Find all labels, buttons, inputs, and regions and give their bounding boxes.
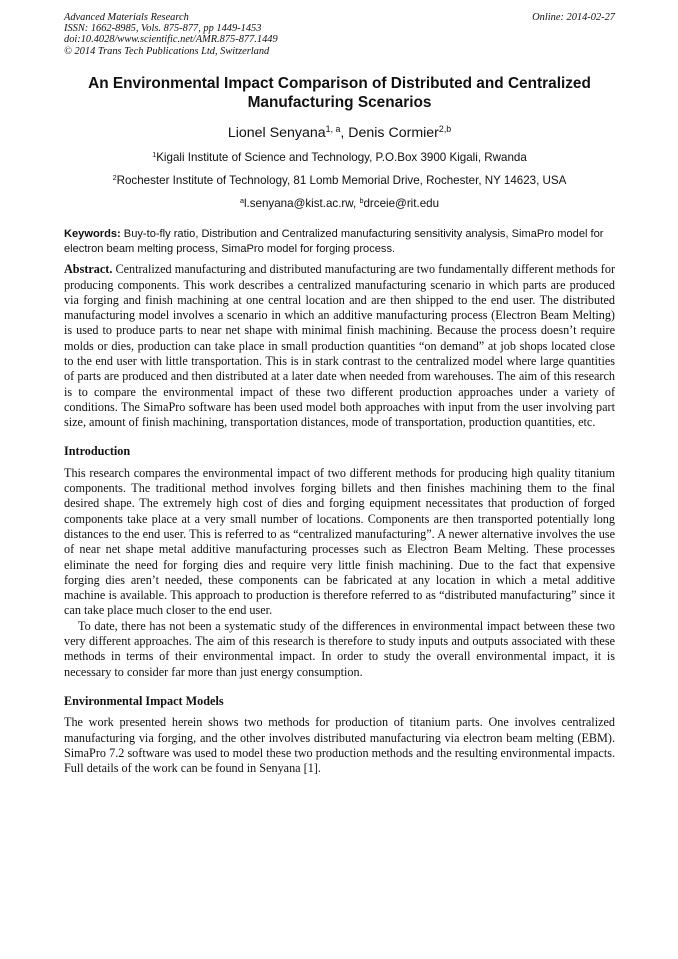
title-line-1: An Environmental Impact Comparison of Distributed and Centralized: [88, 74, 591, 92]
keywords-label: Keywords:: [64, 227, 121, 240]
journal-header: [64, 12, 615, 57]
section-heading-environmental-impact-models: Environmental Impact Models: [64, 693, 224, 708]
email-link[interactable]: l.senyana@kist.ac.rw: [243, 196, 354, 210]
intro-paragraph-2: To date, there has not been a systematic study of the differences in environmental impact between these two very different approaches. The aim of this research is therefore to study inputs and outputs associated with these methods in terms of their environmental impact. In order to study the overall environmental impact, it is necessary to consider far more than just energy consumption.: [64, 618, 615, 679]
email-marker: a: [239, 195, 244, 205]
env-paragraph-1: The work presented herein shows two methods for production of titanium parts. One involves centralized manufacturing via forging, and the other involves distributed manufacturing via electron beam melting (EBM). SimaPro 7.2 software was used to model these two production methods and the resulting environmental impacts. Full details of the work can be found in Senyana [1].: [64, 715, 615, 776]
doi-line: doi:10.4028/www.scientific.net/AMR.875-877.1449: [64, 34, 278, 46]
abstract: [64, 262, 615, 430]
intro-paragraph-1: This research compares the environmental impact of two different methods for producing high quality titanium components. The traditional method involves forging billets and then finishes machining them to the final desired shape. The extremely high cost of dies and forging equipment necessitates that production of forged components take place at a very small number of locations. Components are then transported potentially long distances to the end user. This is referred to as “centralized manufacturing”. A newer alternative involves the use of near net shape metal additive manufacturing processes such as Electron Beam Melting. These processes eliminate the need for forging dies and require very little finish machining. Due to the fact that expensive forging dies aren’t needed, these components can be fabricated at any location in which a metal additive machine is available. This approach to production is therefore referred to as “distributed manufacturing” since it can take place much closer to the end user.: [64, 465, 615, 618]
keywords-text: Buy-to-fly ratio, Distribution and Centralized manufacturing sensitivity analysis, SimaPro model for electron beam melting process, SimaPro model for forging process.: [64, 227, 604, 256]
author-name: Denis Cormier: [348, 124, 439, 141]
email-separator: ,: [353, 196, 360, 210]
paper-page: [64, 12, 615, 776]
keywords-block: [64, 227, 615, 257]
section-heading-introduction: Introduction: [64, 444, 131, 459]
author-superscript: 2,b: [438, 123, 452, 134]
email-marker: b: [359, 195, 364, 205]
affiliation-marker: 1: [152, 149, 157, 159]
issn-line: ISSN: 1662-8985, Vols. 875-877, pp 1449-1453: [64, 23, 262, 35]
email-line: [64, 197, 615, 211]
author-superscript: 1, a: [325, 123, 341, 134]
affiliation-1: [64, 151, 615, 165]
email-link[interactable]: drceie@rit.edu: [363, 196, 440, 210]
abstract-text: Centralized manufacturing and distributed manufacturing are two fundamentally different methods for producing components. This work describes a centralized manufacturing scenario in which parts are produced via forging and finish machining at one central location and are then shipped to the end user. The distributed manufacturing model involves a scenario in which an additive manufacturing process (Electron Beam Melting) is used to produce parts to near net shape with minimal finish machining. Because the process doesn’t require molds or dies, production can take place in small production quantities “on demand” at job shops located close to the end user with little transportation. This is in stark contrast to the centralized model where large quantities of parts are produced and then distributed at a later date when needed from warehouses. The aim of this research is to compare the environmental impact of these two different production approaches under a variety of conditions. The SimaPro software has been used model both approaches with input from the user involving part size, amount of finish machining, transportation distances, mode of transportation, production quantities, etc.: [64, 262, 615, 430]
affiliation-marker: 2: [112, 172, 117, 182]
paper-title: [64, 74, 615, 112]
affiliation-text: Kigali Institute of Science and Technology, P.O.Box 3900 Kigali, Rwanda: [156, 150, 527, 164]
journal-name: Advanced Materials Research: [64, 12, 189, 23]
author-separator: ,: [340, 124, 349, 141]
affiliation-2: [64, 174, 615, 188]
affiliation-text: Rochester Institute of Technology, 81 Lomb Memorial Drive, Rochester, NY 14623, USA: [116, 173, 567, 187]
online-date: Online: 2014-02-27: [532, 12, 615, 23]
author-list: [64, 125, 615, 142]
abstract-label: Abstract.: [64, 262, 113, 277]
author-name: Lionel Senyana: [227, 124, 326, 141]
copyright-line: © 2014 Trans Tech Publications Ltd, Switzerland: [64, 45, 270, 57]
title-line-2: Manufacturing Scenarios: [247, 93, 432, 111]
